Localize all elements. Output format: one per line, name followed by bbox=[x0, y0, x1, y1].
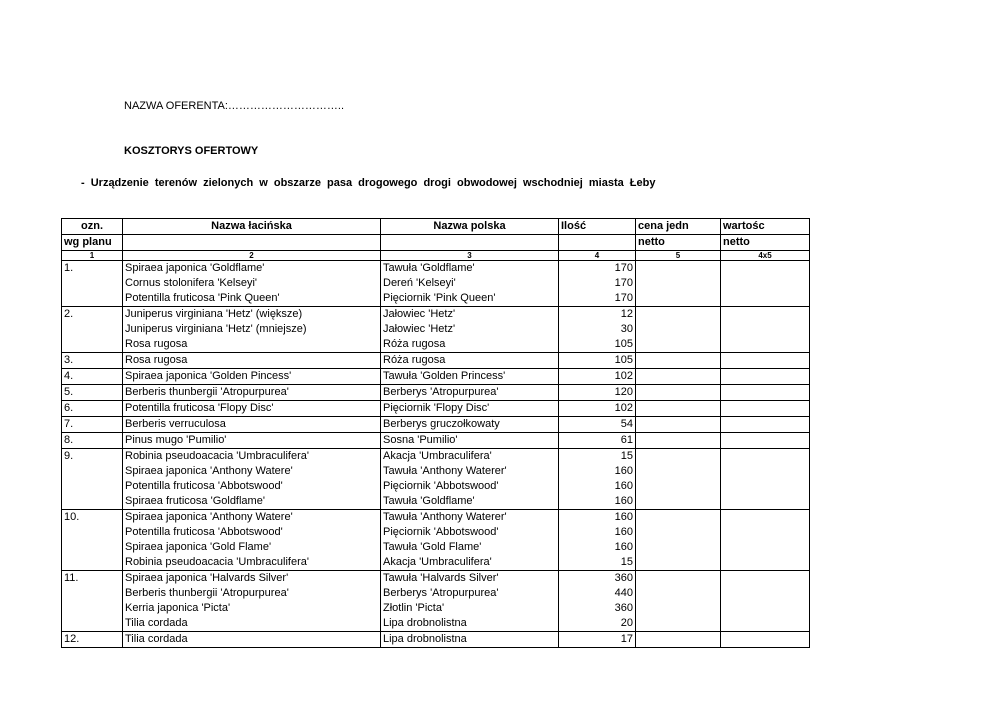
table-row bbox=[62, 586, 810, 601]
colnum-5: 5 bbox=[636, 251, 721, 261]
header-value-sub: netto bbox=[721, 235, 810, 251]
row-ozn: 2. bbox=[62, 307, 123, 323]
row-value bbox=[721, 449, 810, 465]
table-row bbox=[62, 276, 810, 291]
row-value bbox=[721, 291, 810, 307]
row-polish-name: Lipa drobnolistna bbox=[381, 616, 559, 632]
row-latin-name: Juniperus virginiana 'Hetz' (mniejsze) bbox=[123, 322, 381, 337]
row-ozn: 11. bbox=[62, 571, 123, 587]
row-ozn bbox=[62, 464, 123, 479]
row-latin-name: Spiraea japonica 'Goldflame' bbox=[123, 261, 381, 277]
row-quantity: 102 bbox=[559, 369, 636, 385]
row-value bbox=[721, 525, 810, 540]
row-unit-price bbox=[636, 337, 721, 353]
row-latin-name: Spiraea japonica 'Anthony Watere' bbox=[123, 510, 381, 526]
row-quantity: 160 bbox=[559, 464, 636, 479]
table-row bbox=[62, 571, 810, 587]
row-polish-name: Sosna 'Pumilio' bbox=[381, 433, 559, 449]
row-value bbox=[721, 417, 810, 433]
row-latin-name: Pinus mugo 'Pumilio' bbox=[123, 433, 381, 449]
row-value bbox=[721, 401, 810, 417]
row-unit-price bbox=[636, 449, 721, 465]
row-unit-price bbox=[636, 369, 721, 385]
row-ozn: 1. bbox=[62, 261, 123, 277]
row-unit-price bbox=[636, 616, 721, 632]
row-latin-name: Spiraea japonica 'Golden Pincess' bbox=[123, 369, 381, 385]
table-row bbox=[62, 353, 810, 369]
table-row bbox=[62, 540, 810, 555]
row-value bbox=[721, 337, 810, 353]
row-polish-name: Tawuła 'Gold Flame' bbox=[381, 540, 559, 555]
row-quantity: 102 bbox=[559, 401, 636, 417]
table-row bbox=[62, 525, 810, 540]
row-quantity: 170 bbox=[559, 261, 636, 277]
row-unit-price bbox=[636, 601, 721, 616]
row-quantity: 160 bbox=[559, 510, 636, 526]
row-quantity: 15 bbox=[559, 449, 636, 465]
row-unit-price bbox=[636, 276, 721, 291]
table-row bbox=[62, 337, 810, 353]
colnum-4: 4 bbox=[559, 251, 636, 261]
row-value bbox=[721, 601, 810, 616]
row-ozn: 7. bbox=[62, 417, 123, 433]
row-polish-name: Pięciornik 'Flopy Disc' bbox=[381, 401, 559, 417]
header-polish-sub bbox=[381, 235, 559, 251]
row-value bbox=[721, 369, 810, 385]
row-latin-name: Spiraea fruticosa 'Goldflame' bbox=[123, 494, 381, 510]
row-value bbox=[721, 555, 810, 571]
row-ozn bbox=[62, 601, 123, 616]
row-ozn: 9. bbox=[62, 449, 123, 465]
row-latin-name: Potentilla fruticosa 'Pink Queen' bbox=[123, 291, 381, 307]
header-ozn: ozn. bbox=[62, 219, 123, 235]
table-row bbox=[62, 307, 810, 323]
row-polish-name: Tawuła 'Halvards Silver' bbox=[381, 571, 559, 587]
row-polish-name: Dereń 'Kelseyi' bbox=[381, 276, 559, 291]
colnum-2: 2 bbox=[123, 251, 381, 261]
row-quantity: 160 bbox=[559, 525, 636, 540]
row-ozn: 6. bbox=[62, 401, 123, 417]
row-latin-name: Spiraea japonica 'Gold Flame' bbox=[123, 540, 381, 555]
header-unit-price: cena jedn bbox=[636, 219, 721, 235]
row-latin-name: Tilia cordada bbox=[123, 632, 381, 648]
row-unit-price bbox=[636, 433, 721, 449]
row-unit-price bbox=[636, 417, 721, 433]
row-latin-name: Spiraea japonica 'Halvards Silver' bbox=[123, 571, 381, 587]
row-latin-name: Potentilla fruticosa 'Abbotswood' bbox=[123, 479, 381, 494]
row-unit-price bbox=[636, 525, 721, 540]
row-polish-name: Jałowiec 'Hetz' bbox=[381, 322, 559, 337]
row-unit-price bbox=[636, 291, 721, 307]
row-value bbox=[721, 261, 810, 277]
colnum-3: 3 bbox=[381, 251, 559, 261]
row-value bbox=[721, 353, 810, 369]
row-quantity: 54 bbox=[559, 417, 636, 433]
row-value bbox=[721, 276, 810, 291]
row-polish-name: Akacja 'Umbraculifera' bbox=[381, 555, 559, 571]
row-latin-name: Berberis thunbergii 'Atropurpurea' bbox=[123, 586, 381, 601]
row-unit-price bbox=[636, 555, 721, 571]
row-quantity: 17 bbox=[559, 632, 636, 648]
row-latin-name: Spiraea japonica 'Anthony Watere' bbox=[123, 464, 381, 479]
row-unit-price bbox=[636, 494, 721, 510]
header-polish-name: Nazwa polska bbox=[381, 219, 559, 235]
header-unit-price-sub: netto bbox=[636, 235, 721, 251]
row-quantity: 170 bbox=[559, 276, 636, 291]
row-quantity: 160 bbox=[559, 494, 636, 510]
table-row bbox=[62, 322, 810, 337]
row-latin-name: Kerria japonica 'Picta' bbox=[123, 601, 381, 616]
table-row bbox=[62, 479, 810, 494]
row-ozn bbox=[62, 525, 123, 540]
row-polish-name: Berberys gruczołkowaty bbox=[381, 417, 559, 433]
table-row bbox=[62, 464, 810, 479]
table-row bbox=[62, 261, 810, 277]
row-quantity: 360 bbox=[559, 571, 636, 587]
header-ozn-sub: wg planu bbox=[62, 235, 123, 251]
row-polish-name: Tawuła 'Anthony Waterer' bbox=[381, 510, 559, 526]
row-ozn: 8. bbox=[62, 433, 123, 449]
oferent-name-field: NAZWA OFERENTA:………………………….. bbox=[124, 100, 345, 112]
row-quantity: 360 bbox=[559, 601, 636, 616]
row-polish-name: Akacja 'Umbraculifera' bbox=[381, 449, 559, 465]
row-unit-price bbox=[636, 479, 721, 494]
table-row bbox=[62, 291, 810, 307]
row-ozn: 3. bbox=[62, 353, 123, 369]
row-latin-name: Berberis verruculosa bbox=[123, 417, 381, 433]
row-polish-name: Róża rugosa bbox=[381, 353, 559, 369]
table-header-row bbox=[62, 219, 810, 235]
row-polish-name: Róża rugosa bbox=[381, 337, 559, 353]
row-polish-name: Tawuła 'Golden Princess' bbox=[381, 369, 559, 385]
table-row bbox=[62, 369, 810, 385]
row-unit-price bbox=[636, 632, 721, 648]
row-value bbox=[721, 510, 810, 526]
table-row bbox=[62, 433, 810, 449]
row-polish-name: Berberys 'Atropurpurea' bbox=[381, 385, 559, 401]
row-value bbox=[721, 571, 810, 587]
row-value bbox=[721, 385, 810, 401]
row-ozn bbox=[62, 479, 123, 494]
row-quantity: 15 bbox=[559, 555, 636, 571]
table-header-row-2 bbox=[62, 235, 810, 251]
row-latin-name: Berberis thunbergii 'Atropurpurea' bbox=[123, 385, 381, 401]
document-title: KOSZTORYS OFERTOWY bbox=[124, 145, 259, 157]
header-latin-name: Nazwa łacińska bbox=[123, 219, 381, 235]
row-latin-name: Robinia pseudoacacia 'Umbraculifera' bbox=[123, 449, 381, 465]
table-row bbox=[62, 417, 810, 433]
row-value bbox=[721, 586, 810, 601]
table-row bbox=[62, 494, 810, 510]
row-latin-name: Cornus stolonifera 'Kelseyi' bbox=[123, 276, 381, 291]
table-row bbox=[62, 601, 810, 616]
row-polish-name: Tawuła 'Goldflame' bbox=[381, 494, 559, 510]
table-row bbox=[62, 449, 810, 465]
row-quantity: 105 bbox=[559, 353, 636, 369]
row-ozn: 12. bbox=[62, 632, 123, 648]
row-value bbox=[721, 494, 810, 510]
row-ozn bbox=[62, 616, 123, 632]
row-unit-price bbox=[636, 385, 721, 401]
row-quantity: 440 bbox=[559, 586, 636, 601]
row-value bbox=[721, 464, 810, 479]
row-quantity: 160 bbox=[559, 479, 636, 494]
row-unit-price bbox=[636, 464, 721, 479]
row-unit-price bbox=[636, 322, 721, 337]
table-column-numbers bbox=[62, 251, 810, 261]
table-row bbox=[62, 401, 810, 417]
row-latin-name: Robinia pseudoacacia 'Umbraculifera' bbox=[123, 555, 381, 571]
table-row bbox=[62, 510, 810, 526]
table-row bbox=[62, 555, 810, 571]
row-polish-name: Pięciornik 'Pink Queen' bbox=[381, 291, 559, 307]
row-value bbox=[721, 479, 810, 494]
header-quantity: Ilość bbox=[559, 219, 636, 235]
row-quantity: 120 bbox=[559, 385, 636, 401]
row-polish-name: Złotlin 'Picta' bbox=[381, 601, 559, 616]
row-latin-name: Potentilla fruticosa 'Abbotswood' bbox=[123, 525, 381, 540]
row-polish-name: Tawuła 'Goldflame' bbox=[381, 261, 559, 277]
row-latin-name: Juniperus virginiana 'Hetz' (większe) bbox=[123, 307, 381, 323]
row-ozn: 4. bbox=[62, 369, 123, 385]
row-latin-name: Rosa rugosa bbox=[123, 353, 381, 369]
row-unit-price bbox=[636, 571, 721, 587]
row-latin-name: Potentilla fruticosa 'Flopy Disc' bbox=[123, 401, 381, 417]
row-unit-price bbox=[636, 261, 721, 277]
row-polish-name: Jałowiec 'Hetz' bbox=[381, 307, 559, 323]
row-polish-name: Lipa drobnolistna bbox=[381, 632, 559, 648]
row-ozn bbox=[62, 494, 123, 510]
row-latin-name: Rosa rugosa bbox=[123, 337, 381, 353]
colnum-6: 4x5 bbox=[721, 251, 810, 261]
colnum-1: 1 bbox=[62, 251, 123, 261]
row-ozn bbox=[62, 276, 123, 291]
row-unit-price bbox=[636, 401, 721, 417]
row-value bbox=[721, 307, 810, 323]
row-ozn bbox=[62, 555, 123, 571]
row-ozn: 5. bbox=[62, 385, 123, 401]
row-quantity: 12 bbox=[559, 307, 636, 323]
row-value bbox=[721, 632, 810, 648]
row-quantity: 170 bbox=[559, 291, 636, 307]
table-row bbox=[62, 632, 810, 648]
row-value bbox=[721, 616, 810, 632]
row-polish-name: Pięciornik 'Abbotswood' bbox=[381, 525, 559, 540]
row-ozn bbox=[62, 337, 123, 353]
row-value bbox=[721, 540, 810, 555]
row-unit-price bbox=[636, 510, 721, 526]
header-quantity-sub bbox=[559, 235, 636, 251]
row-value bbox=[721, 322, 810, 337]
row-polish-name: Tawuła 'Anthony Waterer' bbox=[381, 464, 559, 479]
row-ozn bbox=[62, 586, 123, 601]
row-polish-name: Berberys 'Atropurpurea' bbox=[381, 586, 559, 601]
row-quantity: 105 bbox=[559, 337, 636, 353]
table-row bbox=[62, 616, 810, 632]
header-value: wartośc bbox=[721, 219, 810, 235]
row-latin-name: Tilia cordada bbox=[123, 616, 381, 632]
row-quantity: 160 bbox=[559, 540, 636, 555]
row-unit-price bbox=[636, 586, 721, 601]
row-quantity: 20 bbox=[559, 616, 636, 632]
cost-estimate-table bbox=[61, 218, 810, 648]
row-ozn: 10. bbox=[62, 510, 123, 526]
table-row bbox=[62, 385, 810, 401]
row-ozn bbox=[62, 322, 123, 337]
row-ozn bbox=[62, 291, 123, 307]
header-latin-sub bbox=[123, 235, 381, 251]
row-polish-name: Pięciornik 'Abbotswood' bbox=[381, 479, 559, 494]
row-ozn bbox=[62, 540, 123, 555]
row-quantity: 30 bbox=[559, 322, 636, 337]
row-unit-price bbox=[636, 353, 721, 369]
row-value bbox=[721, 433, 810, 449]
row-unit-price bbox=[636, 307, 721, 323]
document-subtitle: - Urządzenie terenów zielonych w obszarze pasa drogowego drogi obwodowej wschodniej miasta Łeby bbox=[81, 177, 656, 189]
row-quantity: 61 bbox=[559, 433, 636, 449]
row-unit-price bbox=[636, 540, 721, 555]
